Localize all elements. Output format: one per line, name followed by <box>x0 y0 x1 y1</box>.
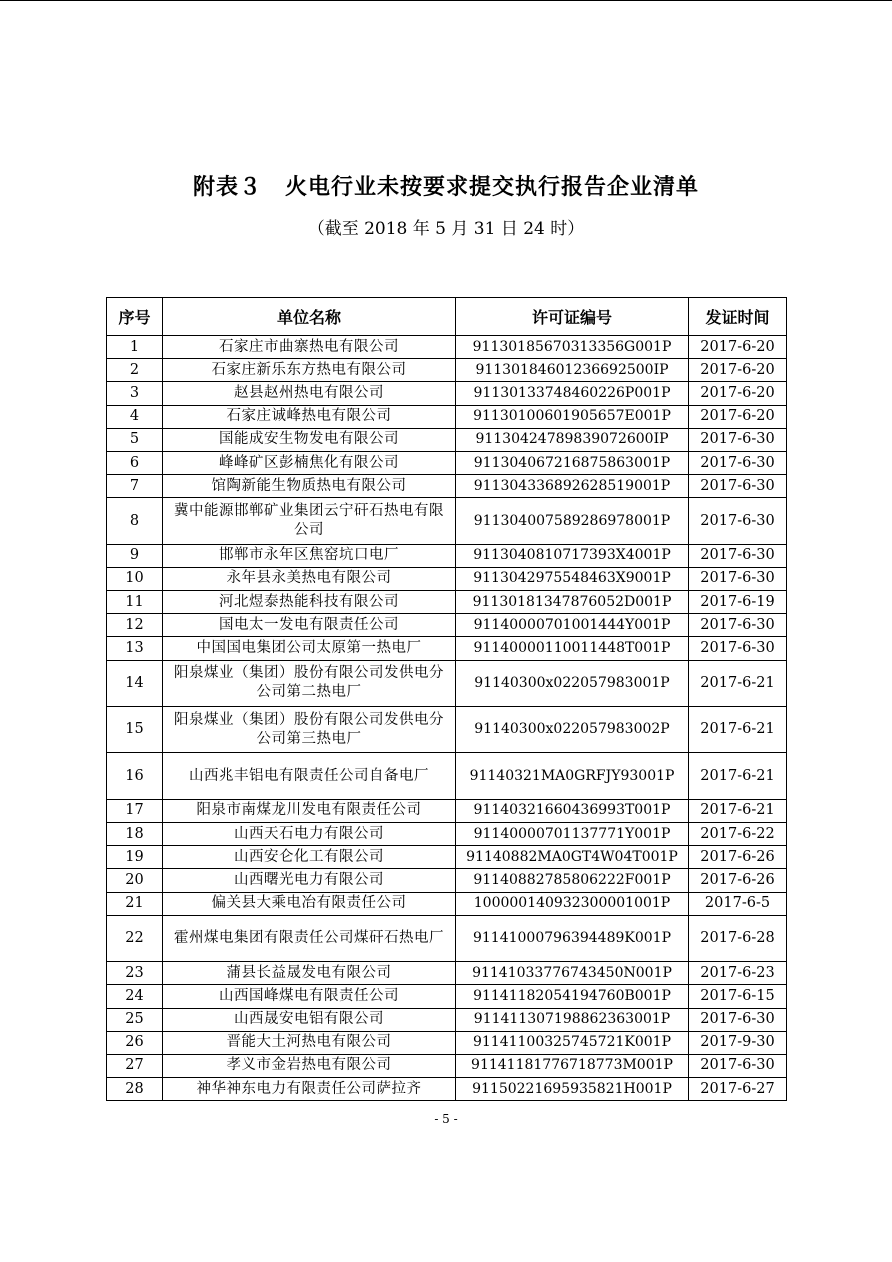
cell-name: 河北煜泰热能科技有限公司 <box>163 591 456 614</box>
table-row <box>107 823 787 846</box>
cell-date: 2017-6-19 <box>689 591 787 614</box>
table-row <box>107 428 787 451</box>
cell-no: 20 <box>107 869 163 892</box>
cell-license: 91140882MA0GT4W04T001P <box>456 846 689 869</box>
table-row <box>107 707 787 753</box>
cell-date: 2017-6-26 <box>689 869 787 892</box>
cell-date: 2017-6-28 <box>689 915 787 961</box>
cell-date: 2017-6-30 <box>689 428 787 451</box>
cell-name: 阳泉煤业（集团）股份有限公司发供电分公司第二热电厂 <box>163 660 456 706</box>
table-header-row <box>107 298 787 336</box>
cell-date: 2017-6-30 <box>689 544 787 567</box>
cell-date: 2017-6-20 <box>689 359 787 382</box>
cell-license: 91140321MA0GRFJY93001P <box>456 753 689 799</box>
table-row <box>107 567 787 590</box>
cell-name: 蒲县长益晟发电有限公司 <box>163 962 456 985</box>
cell-name: 石家庄市曲寨热电有限公司 <box>163 336 456 359</box>
cell-license: 91130185670313356G001P <box>456 336 689 359</box>
cell-name: 山西晟安电铝有限公司 <box>163 1008 456 1031</box>
page-number: - 5 - <box>434 1112 458 1126</box>
table-row <box>107 799 787 822</box>
cell-name: 国电太一发电有限责任公司 <box>163 614 456 637</box>
table-row <box>107 475 787 498</box>
cell-date: 2017-6-22 <box>689 823 787 846</box>
table-row <box>107 915 787 961</box>
cell-license: 91140000110011448T001P <box>456 637 689 660</box>
table-row <box>107 1031 787 1054</box>
table-row <box>107 962 787 985</box>
cell-license: 91140000701137771Y001P <box>456 823 689 846</box>
cell-no: 8 <box>107 498 163 544</box>
table-row <box>107 869 787 892</box>
table-row <box>107 405 787 428</box>
table-row <box>107 382 787 405</box>
cell-no: 3 <box>107 382 163 405</box>
cell-date: 2017-6-30 <box>689 637 787 660</box>
cell-license: 91130184601236692500IP <box>456 359 689 382</box>
cell-no: 26 <box>107 1031 163 1054</box>
cell-date: 2017-6-20 <box>689 405 787 428</box>
cell-license: 911411307198862363001P <box>456 1008 689 1031</box>
cell-no: 27 <box>107 1054 163 1077</box>
document-subtitle: （截至 2018 年 5 月 31 日 24 时） <box>307 219 585 239</box>
cell-license: 91130181347876052D001P <box>456 591 689 614</box>
cell-date: 2017-6-21 <box>689 799 787 822</box>
header-date: 发证时间 <box>689 298 787 336</box>
cell-name: 偏关县大乘电冶有限责任公司 <box>163 892 456 915</box>
cell-no: 19 <box>107 846 163 869</box>
cell-license: 91141100325745721K001P <box>456 1031 689 1054</box>
cell-date: 2017-6-26 <box>689 846 787 869</box>
cell-date: 2017-6-21 <box>689 660 787 706</box>
cell-date: 2017-6-21 <box>689 753 787 799</box>
cell-license: 911304336892628519001P <box>456 475 689 498</box>
cell-no: 10 <box>107 567 163 590</box>
cell-date: 2017-6-23 <box>689 962 787 985</box>
cell-name: 阳泉煤业（集团）股份有限公司发供电分公司第三热电厂 <box>163 707 456 753</box>
cell-license: 9114000070100144​4Y001P <box>456 614 689 637</box>
cell-license: 91141000796394489K001P <box>456 915 689 961</box>
cell-no: 17 <box>107 799 163 822</box>
cell-no: 2 <box>107 359 163 382</box>
cell-no: 12 <box>107 614 163 637</box>
cell-date: 2017-6-30 <box>689 451 787 474</box>
cell-license: 91140882785806222F001P <box>456 869 689 892</box>
table-row <box>107 660 787 706</box>
cell-no: 9 <box>107 544 163 567</box>
cell-name: 山西安仑化工有限公司 <box>163 846 456 869</box>
cell-no: 28 <box>107 1078 163 1101</box>
cell-no: 7 <box>107 475 163 498</box>
cell-no: 13 <box>107 637 163 660</box>
cell-date: 2017-6-5 <box>689 892 787 915</box>
cell-date: 2017-6-15 <box>689 985 787 1008</box>
cell-name: 石家庄诚峰热电有限公司 <box>163 405 456 428</box>
cell-license: 91130100601905657E001P <box>456 405 689 428</box>
cell-name: 霍州煤电集团有限责任公司煤矸石热电厂 <box>163 915 456 961</box>
cell-name: 晋能大土河热电有限公司 <box>163 1031 456 1054</box>
cell-name: 赵县赵州热电有限公司 <box>163 382 456 405</box>
cell-license: 91141182054194760B001P <box>456 985 689 1008</box>
cell-license: 91130424789839072600IP <box>456 428 689 451</box>
cell-name: 山西兆丰铝电有限责任公司自备电厂 <box>163 753 456 799</box>
cell-date: 2017-6-21 <box>689 707 787 753</box>
cell-license: 9113040810717393X4001P <box>456 544 689 567</box>
header-no: 序号 <box>107 298 163 336</box>
table-row <box>107 544 787 567</box>
cell-name: 孝义市金岩热电有限公司 <box>163 1054 456 1077</box>
cell-no: 11 <box>107 591 163 614</box>
cell-license: 91140300x022057983001P <box>456 660 689 706</box>
cell-license: 91150221695935821H001P <box>456 1078 689 1101</box>
cell-no: 6 <box>107 451 163 474</box>
cell-no: 16 <box>107 753 163 799</box>
cell-no: 18 <box>107 823 163 846</box>
cell-license: 91141033776743450N001P <box>456 962 689 985</box>
table-row <box>107 591 787 614</box>
cell-no: 4 <box>107 405 163 428</box>
cell-license: 100000140932300001001P <box>456 892 689 915</box>
cell-no: 25 <box>107 1008 163 1031</box>
cell-license: 91141181776718773M001P <box>456 1054 689 1077</box>
cell-date: 2017-9-30 <box>689 1031 787 1054</box>
cell-name: 石家庄新乐东方热电有限公司 <box>163 359 456 382</box>
cell-date: 2017-6-30 <box>689 498 787 544</box>
cell-no: 5 <box>107 428 163 451</box>
cell-name: 邯郸市永年区焦窑坑口电厂 <box>163 544 456 567</box>
cell-date: 2017-6-30 <box>689 1008 787 1031</box>
cell-date: 2017-6-20 <box>689 382 787 405</box>
table-row <box>107 1054 787 1077</box>
top-border-line <box>0 0 892 1</box>
table-row <box>107 753 787 799</box>
cell-no: 22 <box>107 915 163 961</box>
cell-name: 神华神东电力有限责任公司萨拉齐 <box>163 1078 456 1101</box>
cell-name: 阳泉市南煤龙川发电有限责任公司 <box>163 799 456 822</box>
cell-license: 91140321660436993T001P <box>456 799 689 822</box>
table-row <box>107 1008 787 1031</box>
cell-no: 14 <box>107 660 163 706</box>
table-row <box>107 614 787 637</box>
table-row <box>107 498 787 544</box>
header-license: 许可证编号 <box>456 298 689 336</box>
cell-name: 国能成安生物发电有限公司 <box>163 428 456 451</box>
cell-date: 2017-6-27 <box>689 1078 787 1101</box>
cell-date: 2017-6-30 <box>689 475 787 498</box>
cell-name: 中国国电集团公司太原第一热电厂 <box>163 637 456 660</box>
cell-name: 永年县永美热电有限公司 <box>163 567 456 590</box>
cell-date: 2017-6-20 <box>689 336 787 359</box>
cell-license: 91130429755484​63X9001P <box>456 567 689 590</box>
table-row <box>107 451 787 474</box>
cell-name: 馆陶新能生物质热电有限公司 <box>163 475 456 498</box>
document-title: 附表３ 火电行业未按要求提交执行报告企业清单 <box>192 175 699 200</box>
cell-date: 2017-6-30 <box>689 1054 787 1077</box>
cell-no: 1 <box>107 336 163 359</box>
cell-name: 山西国峰煤电有限责任公司 <box>163 985 456 1008</box>
cell-license: 9113013374846022​6P001P <box>456 382 689 405</box>
cell-name: 山西天石电力有限公司 <box>163 823 456 846</box>
table-row <box>107 336 787 359</box>
cell-license: 91140300x022057983002P <box>456 707 689 753</box>
table-row <box>107 985 787 1008</box>
table-row <box>107 1078 787 1101</box>
cell-no: 21 <box>107 892 163 915</box>
header-name: 单位名称 <box>163 298 456 336</box>
table-row <box>107 846 787 869</box>
cell-name: 冀中能源邯郸矿业集团云宁矸石热电有限公司 <box>163 498 456 544</box>
table-row <box>107 892 787 915</box>
cell-license: 911304067216875863001P <box>456 451 689 474</box>
table-row <box>107 637 787 660</box>
cell-no: 24 <box>107 985 163 1008</box>
cell-name: 峰峰矿区彭楠焦化有限公司 <box>163 451 456 474</box>
cell-license: 911304007589286978001P <box>456 498 689 544</box>
table-row <box>107 359 787 382</box>
cell-no: 15 <box>107 707 163 753</box>
cell-date: 2017-6-30 <box>689 614 787 637</box>
enterprise-table <box>106 297 787 1101</box>
cell-name: 山西曙光电力有限公司 <box>163 869 456 892</box>
cell-date: 2017-6-30 <box>689 567 787 590</box>
cell-no: 23 <box>107 962 163 985</box>
